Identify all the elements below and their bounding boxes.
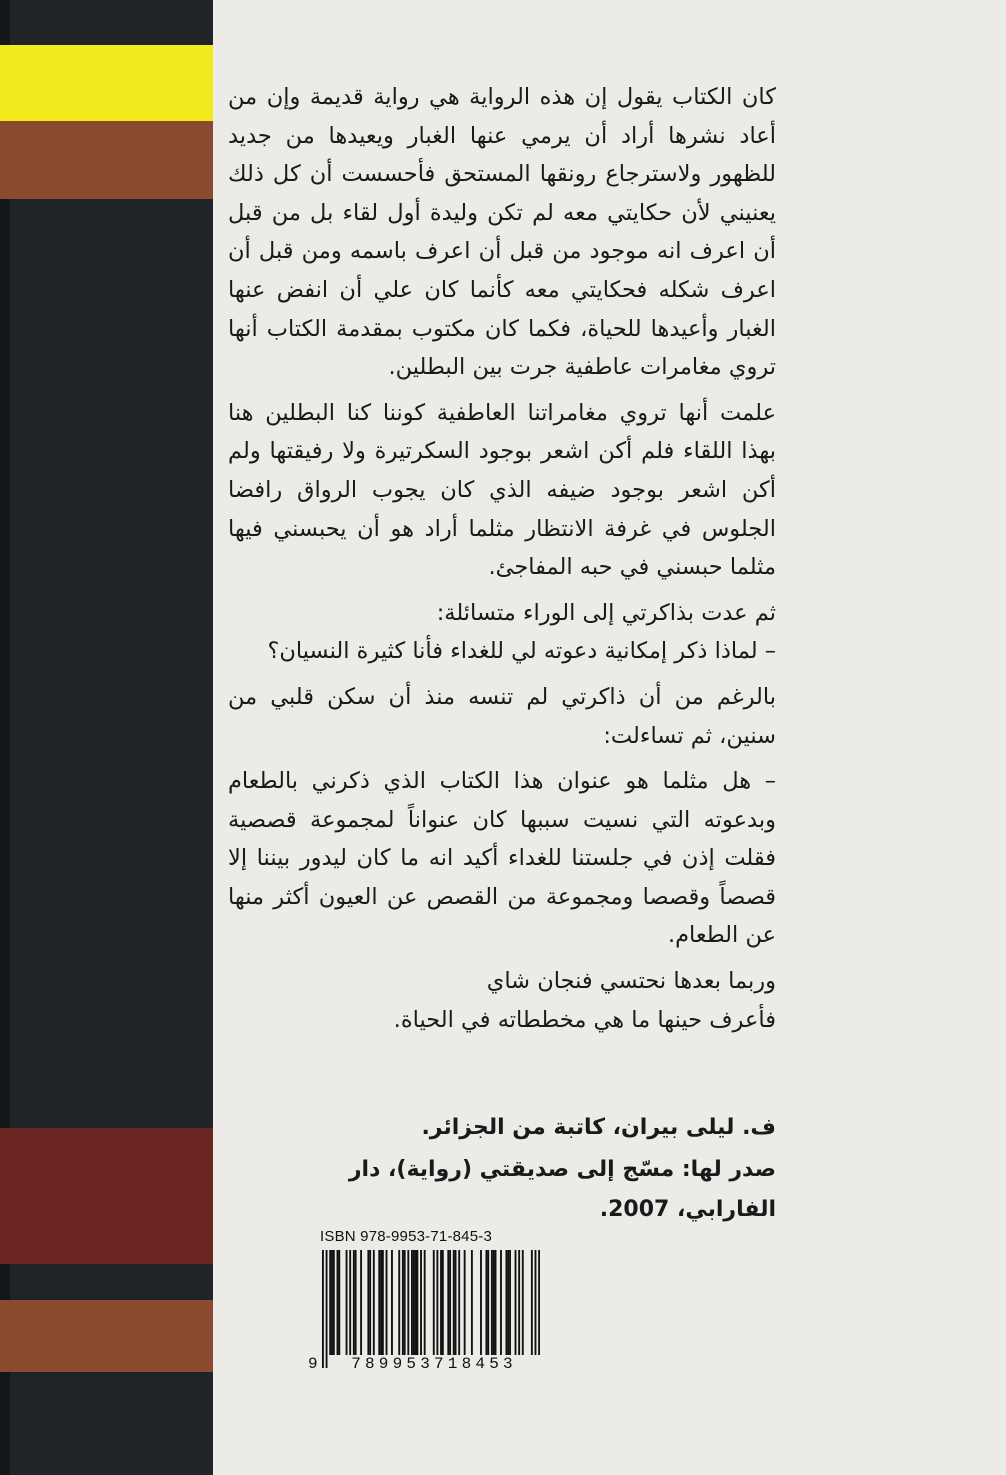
barcode-bar <box>402 1250 404 1368</box>
barcode-bar <box>398 1250 400 1368</box>
author-line: ف. ليلى بيران، كاتبة من الجزائر. <box>421 1115 776 1140</box>
paragraph-2: علمت أنها تروي مغامراتنا العاطفية كوننا كنا البطلين هنا بهذا اللقاء فلم أكن اشعر بوجود السكرتيرة ولا رفيقتها ولم أكن اشعر بوجود ضيفه الذي كان يجوب الرواق رافضا الجلوس في غرفة الانتظار مثلما أراد هو أن يحبسني فيها مثلما حبسني في حبه المفاجئ. <box>228 399 776 581</box>
spine-strip <box>0 0 213 1475</box>
barcode-bar <box>491 1250 493 1368</box>
barcode-bar <box>415 1250 417 1368</box>
barcode-bar <box>349 1250 351 1368</box>
barcode-bar <box>433 1250 435 1368</box>
paragraph-1: كان الكتاب يقول إن هذه الرواية هي رواية قديمة وإن من أعاد نشرها أراد أن يرمي عنها الغبار ويعيدها من جديد للظهور ولاسترجاع رونقها المستحق فأحسست أن كل ذلك يعنيني لأن حكايتي معه لم تكن وليدة أول لقاء بل من قبل أن اعرف انه موجود من قبل أن اعرف باسمه ومن قبل أن اعرف شكله فحكايتي معه كأنما كان علي أن انفض عنها الغبار وأعيدها للحياة، فكما كان مكتوب بمقدمة الكتاب أنها تروي مغامرات عاطفية جرت بين البطلين. <box>228 84 776 381</box>
paragraph-4: – هل مثلما هو عنوان هذا الكتاب الذي ذكرني بالطعام وبدعوته التي نسيت سببها كان عنواناً لمجموعة قصصية فقلت إذن في جلستنا للغداء أكيد انه ما كان ليدور بيننا إلا قصصاً وقصصا ومجموعة من القصص عن العيون أكثر منها عن الطعام. <box>228 768 776 949</box>
barcode-bar <box>382 1250 384 1368</box>
barcode-bar <box>404 1250 406 1368</box>
barcode-bar <box>505 1250 507 1368</box>
closing-line-2: فأعرف حينها ما هي مخططاته في الحياة. <box>393 1006 776 1033</box>
barcode-bar <box>471 1250 473 1368</box>
barcode-bar <box>509 1250 511 1368</box>
paragraph-3: بالرغم من أن ذاكرتي لم تنسه منذ أن سكن قلبي من سنين، ثم تساءلت: <box>228 683 776 749</box>
red-band <box>0 1128 213 1264</box>
barcode-bar <box>355 1250 357 1368</box>
barcode-bar <box>346 1250 348 1368</box>
barcode-bar <box>378 1250 380 1368</box>
barcode-bar <box>531 1250 533 1368</box>
barcode-bar <box>420 1250 422 1368</box>
barcode-bar <box>338 1250 340 1368</box>
barcode-bar <box>333 1250 335 1368</box>
barcode-bar <box>538 1250 540 1368</box>
barcode-bar <box>329 1250 331 1368</box>
barcode-bar <box>413 1250 415 1368</box>
barcode-bar <box>369 1250 371 1368</box>
barcode-bar <box>326 1250 328 1368</box>
barcode-bar <box>447 1250 449 1368</box>
barcode-bar <box>391 1250 393 1368</box>
barcode-bar <box>411 1250 413 1368</box>
barcode-bar <box>453 1250 455 1368</box>
barcode-bar <box>386 1250 388 1368</box>
line-question: – لماذا ذكر إمكانية دعوته لي للغداء فأنا كثيرة النسيان؟ <box>267 638 776 665</box>
blurb-text <box>228 78 776 1039</box>
barcode-bar <box>535 1250 537 1368</box>
author-info <box>300 1108 776 1232</box>
barcode-bar <box>337 1250 339 1368</box>
barcode <box>322 1250 540 1368</box>
barcode-bar <box>424 1250 426 1368</box>
barcode-bar <box>380 1250 382 1368</box>
brown-band <box>0 121 213 199</box>
barcode-bar <box>487 1250 489 1368</box>
barcode-bar <box>515 1250 517 1368</box>
barcode-bar <box>360 1250 362 1368</box>
barcode-bar <box>353 1250 355 1368</box>
barcode-bar <box>367 1250 369 1368</box>
barcode-bar <box>500 1250 502 1368</box>
barcode-bar <box>458 1250 460 1368</box>
barcode-bar <box>522 1250 524 1368</box>
barcode-bar <box>518 1250 520 1368</box>
publication-line: صدر لها: مسّج إلى صديقتي (رواية)، دار الفارابي، 2007. <box>348 1157 776 1222</box>
barcode-digits: 789953718453 <box>328 1355 540 1373</box>
lower-brown-band <box>0 1300 213 1372</box>
barcode-bar <box>322 1250 324 1368</box>
barcode-bar <box>407 1250 409 1368</box>
barcode-bar <box>416 1250 418 1368</box>
barcode-bar <box>440 1250 442 1368</box>
yellow-band <box>0 45 213 121</box>
barcode-bar <box>449 1250 451 1368</box>
barcode-lead-digit: 9 <box>308 1355 318 1373</box>
barcode-bar <box>493 1250 495 1368</box>
closing-line-1: وربما بعدها نحتسي فنجان شاي <box>486 968 776 995</box>
barcode-bar <box>331 1250 333 1368</box>
barcode-bar <box>480 1250 482 1368</box>
barcode-bar <box>495 1250 497 1368</box>
barcode-bar <box>455 1250 457 1368</box>
line-question-intro: ثم عدت بذاكرتي إلى الوراء متسائلة: <box>436 599 776 626</box>
isbn-label: ISBN 978-9953-71-845-3 <box>320 1228 493 1245</box>
barcode-bar <box>436 1250 438 1368</box>
barcode-bar <box>464 1250 466 1368</box>
barcode-bar <box>373 1250 375 1368</box>
barcode-bar <box>442 1250 444 1368</box>
barcode-bar <box>486 1250 488 1368</box>
barcode-bar <box>507 1250 509 1368</box>
